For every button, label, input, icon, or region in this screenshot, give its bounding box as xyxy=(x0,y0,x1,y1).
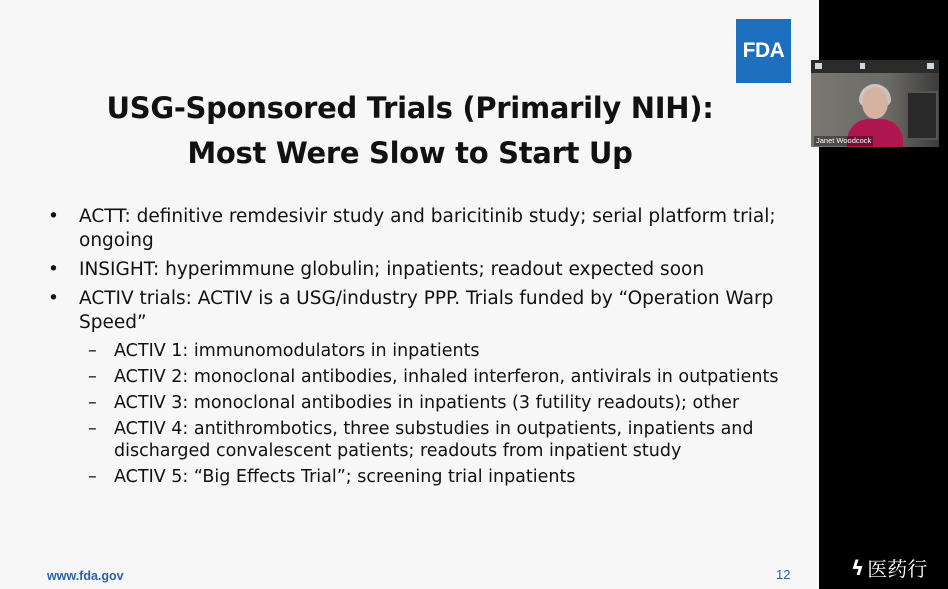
slide-title xyxy=(60,86,760,176)
bullet-icon: • xyxy=(48,259,59,280)
bullet-item xyxy=(48,258,808,282)
bullet-item xyxy=(48,287,808,335)
dash-icon: – xyxy=(88,419,97,439)
bullet-icon: • xyxy=(48,288,59,309)
slide-title-line2: Most Were Slow to Start Up xyxy=(187,136,633,170)
fda-logo: FDA xyxy=(736,19,791,83)
bullet-text: ACTIV trials: ACTIV is a USG/industry PPP. Trials funded by “Operation Warp Speed” xyxy=(79,288,774,333)
bullet-list xyxy=(48,205,808,492)
sub-bullet-item xyxy=(48,340,808,362)
background-window xyxy=(906,91,938,140)
bullet-text: INSIGHT: hyperimmune globulin; inpatients; readout expected soon xyxy=(79,259,705,280)
expand-icon[interactable] xyxy=(927,63,934,69)
sub-bullet-item xyxy=(48,418,808,462)
camera-icon xyxy=(815,63,822,69)
lightning-icon: ϟ xyxy=(851,555,865,580)
watermark-text: 医药行 xyxy=(867,557,928,581)
sub-bullet-text: ACTIV 4: antithrombotics, three substudies in outpatients, inpatients and discharged convalescent patients; readouts from inpatient study xyxy=(114,419,754,461)
bullet-text: ACTT: definitive remdesivir study and baricitinib study; serial platform trial; ongoing xyxy=(79,206,776,251)
sub-bullet-item xyxy=(48,392,808,414)
sub-bullet-text: ACTIV 2: monoclonal antibodies, inhaled interferon, antivirals in outpatients xyxy=(114,367,779,387)
bullet-item xyxy=(48,205,808,253)
mic-icon xyxy=(860,63,865,69)
sub-bullet-text: ACTIV 3: monoclonal antibodies in inpatients (3 futility readouts); other xyxy=(114,393,740,413)
watermark xyxy=(851,553,927,582)
sub-bullet-text: ACTIV 5: “Big Effects Trial”; screening trial inpatients xyxy=(114,467,576,487)
bullet-icon: • xyxy=(48,206,59,227)
sub-bullet-text: ACTIV 1: immunomodulators in inpatients xyxy=(114,341,480,361)
participant-face xyxy=(862,87,888,119)
sub-bullet-item xyxy=(48,366,808,388)
sub-bullet-item xyxy=(48,466,808,488)
dash-icon: – xyxy=(88,341,97,361)
dash-icon: – xyxy=(88,367,97,387)
dash-icon: – xyxy=(88,393,97,413)
video-tile-toolbar xyxy=(811,60,939,73)
sub-bullet-list xyxy=(48,340,808,488)
footer-url: www.fda.gov xyxy=(47,569,124,583)
participant-video-tile[interactable] xyxy=(811,60,939,147)
page-number: 12 xyxy=(776,567,791,582)
dash-icon: – xyxy=(88,467,97,487)
participant-name: Janet Woodcock xyxy=(816,136,872,145)
slide-title-line1: USG-Sponsored Trials (Primarily NIH): xyxy=(106,91,714,125)
